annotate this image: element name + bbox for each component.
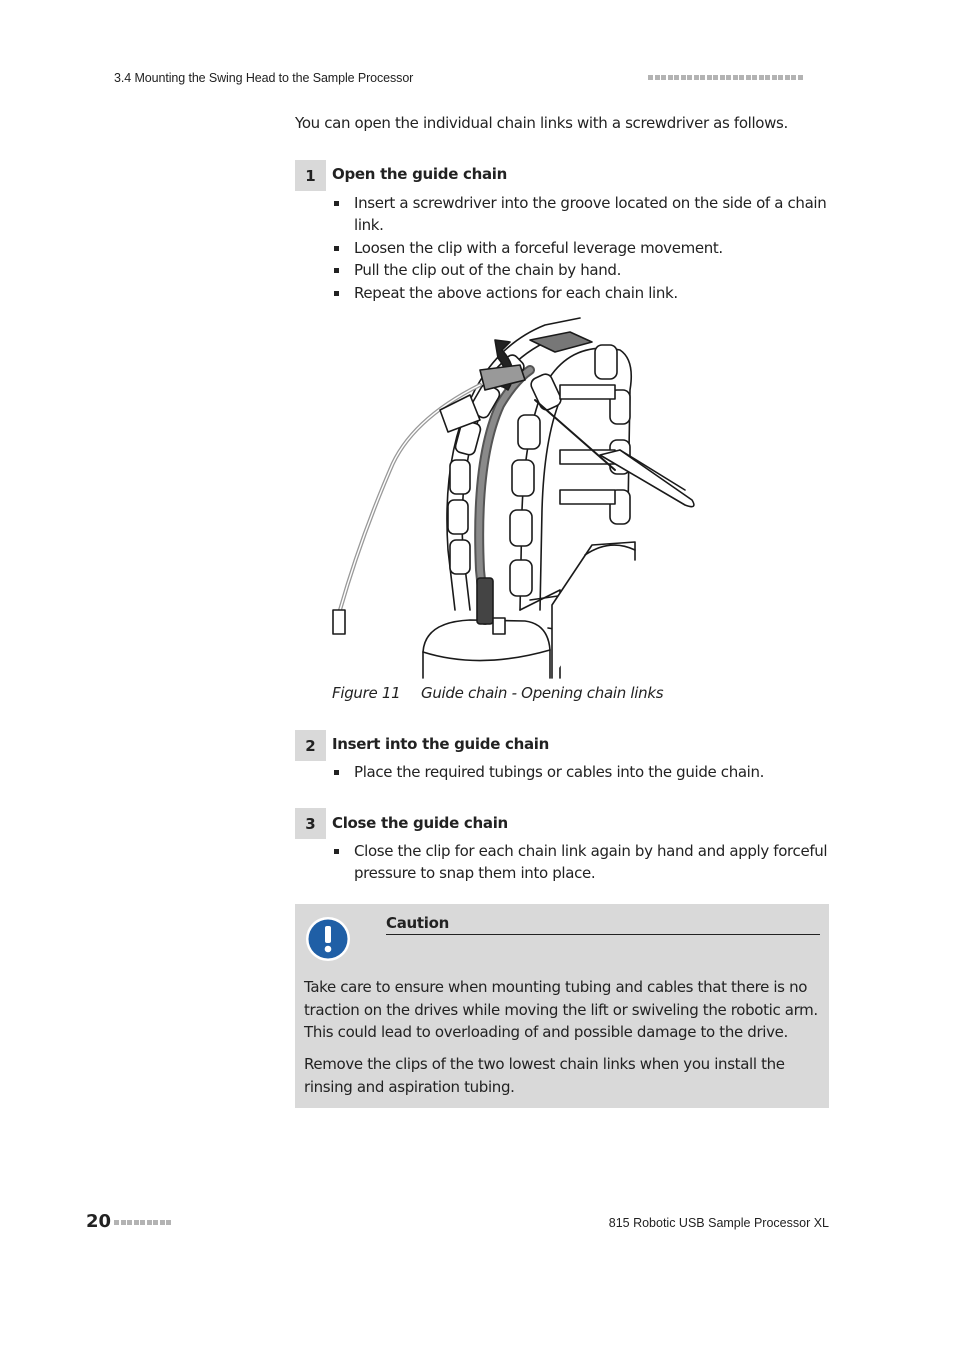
step-1-bullets [332,192,832,304]
list-item: Insert a screwdriver into the groove located on the side of a chain link. [332,192,832,237]
step-3-bullets [332,840,832,885]
header-dot-bar [648,75,803,80]
page-number: 20 [86,1211,112,1232]
figure-label: Figure 11 [332,684,401,702]
intro-text: You can open the individual chain links with a screwdriver as follows. [295,114,788,132]
step-2-bullets [332,761,832,783]
step-title-3: Close the guide chain [332,814,508,832]
list-item: Place the required tubings or cables into the guide chain. [332,761,832,783]
bullet-icon [334,849,339,854]
list-item: Repeat the above actions for each chain link. [332,282,832,304]
step-number-3: 3 [295,808,326,839]
step-title-1: Open the guide chain [332,165,508,183]
footer-dot-bar [114,1220,171,1225]
caution-title: Caution [386,914,820,935]
bullet-icon [334,201,339,206]
caution-paragraph-1: Take care to ensure when mounting tubing and cables that there is no traction on the drives while moving the lift or swiveling the robotic arm. This could lead to overloading of and possible damage to the drive. [304,978,818,1041]
guide-chain-illustration [330,310,700,680]
bullet-icon [334,291,339,296]
caution-box [295,904,829,1108]
list-item: Close the clip for each chain link again by hand and apply forceful pressure to snap them into place. [332,840,832,885]
bullet-icon [334,246,339,251]
running-header: 3.4 Mounting the Swing Head to the Sample Processor [114,71,414,85]
caution-paragraph-2: Remove the clips of the two lowest chain links when you install the rinsing and aspiration tubing. [304,1055,785,1096]
figure-caption [332,684,663,702]
figure-caption-text: Guide chain - Opening chain links [421,684,664,702]
bullet-icon [334,268,339,273]
footer-product: 815 Robotic USB Sample Processor XL [608,1216,829,1230]
step-number-1: 1 [295,160,326,191]
exclamation-icon [305,916,351,962]
step-title-2: Insert into the guide chain [332,735,550,753]
list-item: Loosen the clip with a forceful leverage movement. [332,237,832,259]
step-number-2: 2 [295,730,326,761]
list-item: Pull the clip out of the chain by hand. [332,259,832,281]
bullet-icon [334,770,339,775]
